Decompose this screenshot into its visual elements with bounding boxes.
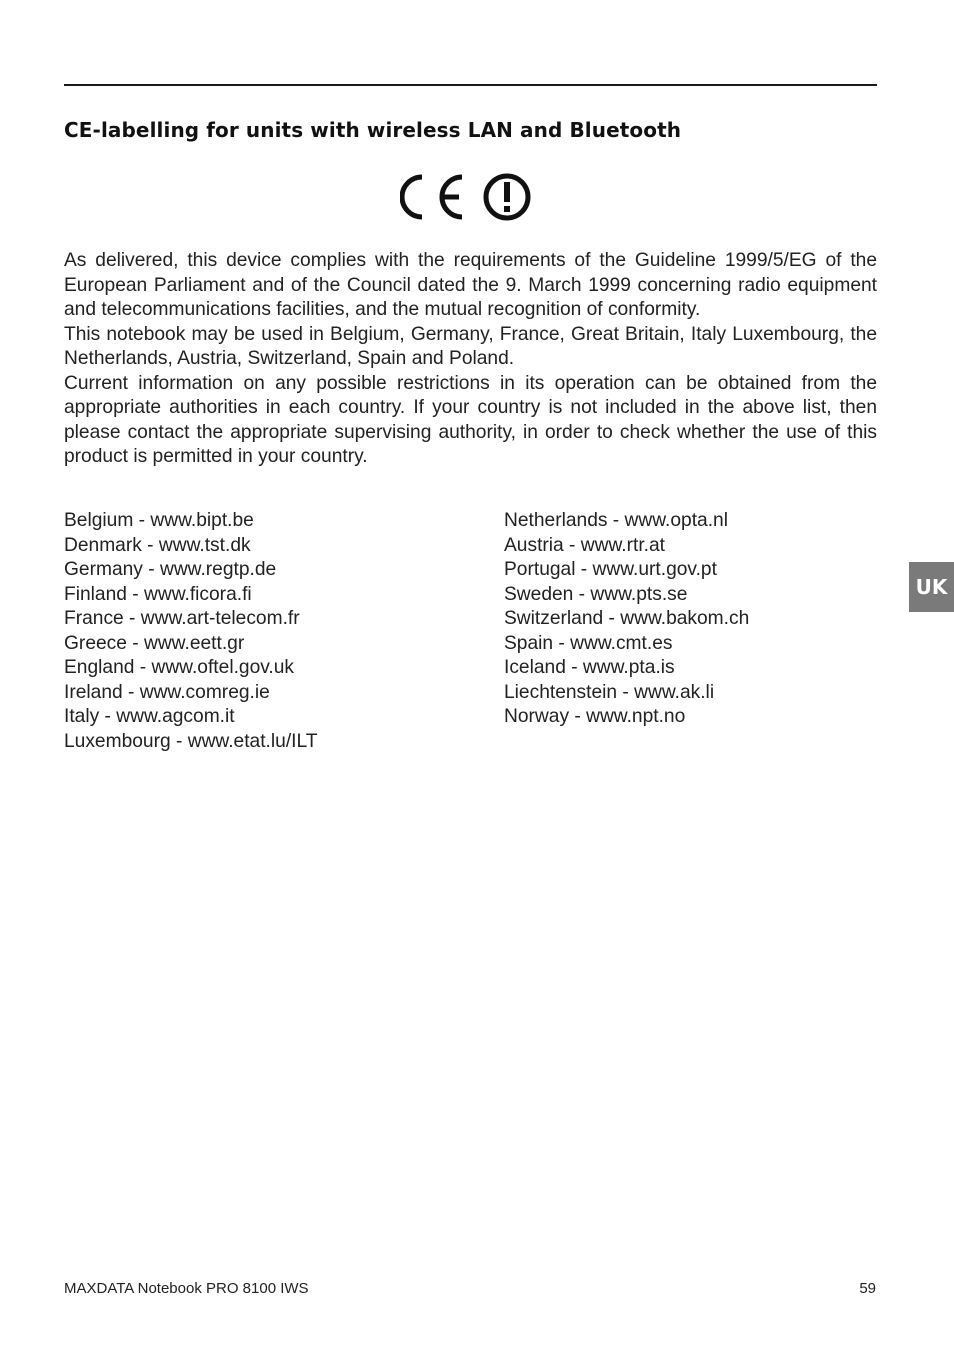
list-item: Netherlands - www.opta.nl bbox=[504, 510, 728, 531]
list-item: Norway - www.npt.no bbox=[504, 706, 686, 727]
list-item: Greece - www.eett.gr bbox=[64, 632, 245, 654]
section-title: CE-labelling for units with wireless LAN and Bluetooth bbox=[64, 118, 682, 142]
language-tab: UK bbox=[909, 562, 954, 612]
list-item: Liechtenstein - www.ak.li bbox=[504, 681, 715, 703]
list-item: Italy - www.agcom.it bbox=[64, 706, 235, 727]
compliance-text bbox=[64, 249, 877, 470]
list-item: France - www.art-telecom.fr bbox=[64, 608, 300, 629]
page-number: 59 bbox=[859, 1280, 876, 1297]
list-item: Denmark - www.tst.dk bbox=[64, 534, 251, 556]
list-item: Ireland - www.comreg.ie bbox=[64, 681, 270, 703]
paragraph-compliance: As delivered, this device complies with the requirements of the Guideline 1999/5/EG of the European Parliament and of the Council dated the 9. March 1999 concerning radio equipment and telecommunications facilities, and the mutual recognition of conformity. bbox=[64, 250, 877, 320]
list-item: Austria - www.rtr.at bbox=[504, 534, 665, 556]
paragraph-countries: This notebook may be used in Belgium, Germany, France, Great Britain, Italy Luxembourg, the Netherlands, Austria, Switzerland, Spain and Poland. bbox=[64, 323, 877, 369]
authorities-list-right bbox=[504, 509, 749, 730]
list-item: Spain - www.cmt.es bbox=[504, 632, 673, 654]
paragraph-restrictions: Current information on any possible restrictions in its operation can be obtained from the appropriate authorities in each country. If your country is not included in the above list, then please contact the appropriate supervising authority, in order to check whether the use of this product is permitted in your country. bbox=[64, 372, 877, 467]
list-item: Finland - www.ficora.fi bbox=[64, 583, 252, 605]
class2-alert-icon bbox=[486, 176, 528, 218]
footer-product-name: MAXDATA Notebook PRO 8100 IWS bbox=[64, 1280, 309, 1297]
list-item: England - www.oftel.gov.uk bbox=[64, 657, 295, 678]
ce-marking bbox=[400, 172, 532, 222]
list-item: Portugal - www.urt.gov.pt bbox=[504, 559, 717, 580]
list-item: Luxembourg - www.etat.lu/ILT bbox=[64, 730, 318, 752]
list-item: Sweden - www.pts.se bbox=[504, 583, 688, 605]
top-rule bbox=[64, 84, 877, 86]
list-item: Belgium - www.bipt.be bbox=[64, 510, 254, 531]
list-item: Iceland - www.pta.is bbox=[504, 657, 675, 678]
list-item: Switzerland - www.bakom.ch bbox=[504, 608, 750, 629]
ce-mark-icon bbox=[402, 177, 462, 217]
list-item: Germany - www.regtp.de bbox=[64, 559, 277, 580]
authorities-list-left bbox=[64, 509, 317, 754]
